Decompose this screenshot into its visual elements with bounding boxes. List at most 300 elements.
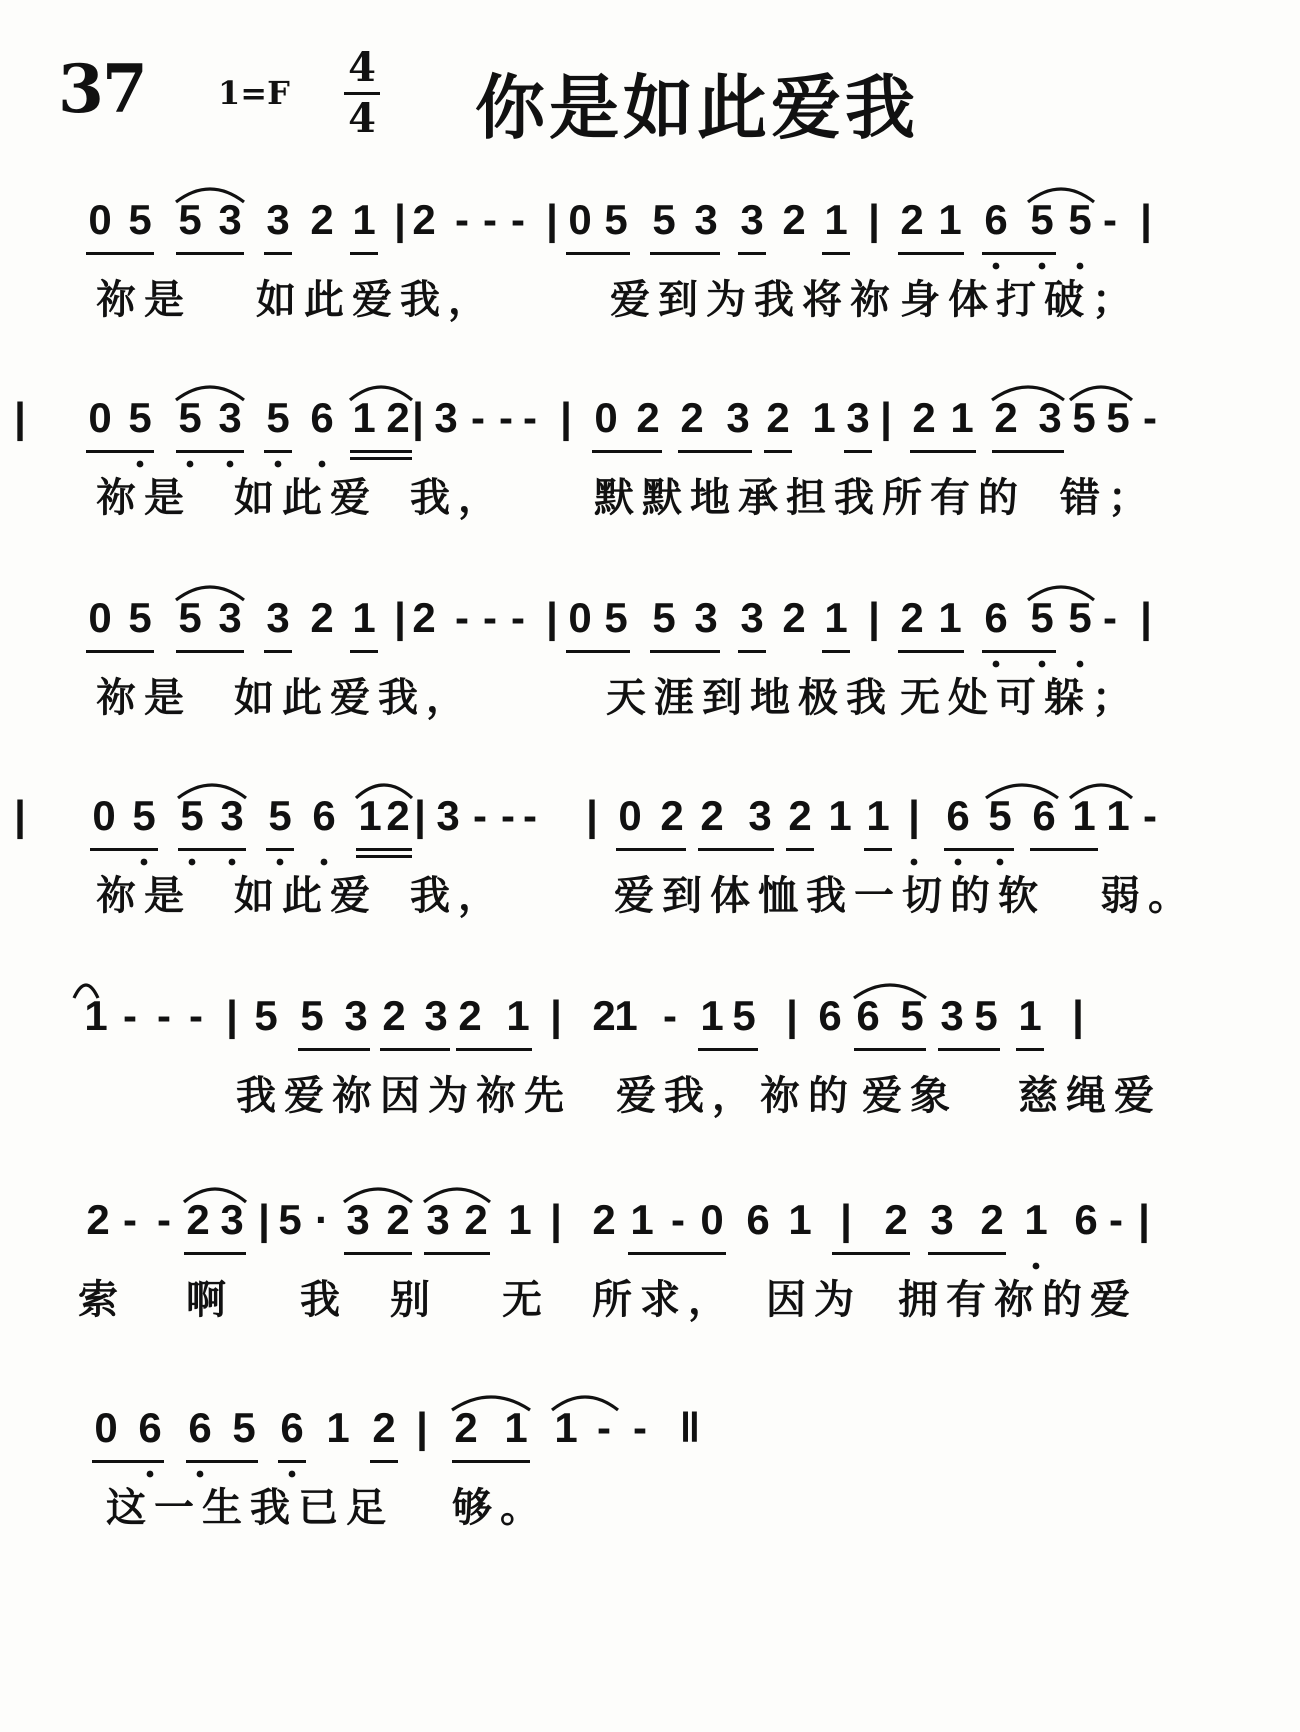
- octave-dot: [187, 461, 194, 468]
- lyric-syllable: 我: [400, 277, 440, 323]
- lyric-syllable: 我: [834, 475, 874, 521]
- underline-beam: [424, 1252, 490, 1255]
- note: 2: [592, 992, 616, 1039]
- rest: 0: [700, 1196, 724, 1243]
- note: 1: [1106, 792, 1130, 839]
- notation-line: [0, 578, 1300, 678]
- barline: |: [416, 1404, 428, 1451]
- lyric-syllable: 爱: [284, 1073, 324, 1119]
- barline: |: [868, 196, 880, 243]
- note: 3: [266, 196, 290, 243]
- note: 2: [782, 196, 806, 243]
- lyric-syllable: 所: [882, 475, 922, 521]
- lyric-syllable: 此: [282, 675, 322, 721]
- note: 5: [300, 992, 324, 1039]
- note: 5: [128, 394, 152, 441]
- note: 1: [630, 1196, 654, 1243]
- lyric-syllable: 如: [234, 873, 274, 919]
- note: 1: [828, 792, 852, 839]
- lyric-syllable: 我: [846, 675, 886, 721]
- note: 2: [86, 1196, 110, 1243]
- underline-beam: [650, 252, 720, 255]
- lyric-syllable: ，: [458, 873, 498, 919]
- underline-beam: [456, 1048, 532, 1051]
- note: 2: [310, 196, 334, 243]
- lyric-syllable: 将: [802, 277, 842, 323]
- dot-augmentation: ·: [315, 1196, 329, 1243]
- lyric-syllable: 默: [594, 475, 634, 521]
- underline-beam: [844, 450, 872, 453]
- barline: |: [586, 792, 598, 839]
- note: 2: [412, 196, 436, 243]
- barline: |: [908, 792, 920, 839]
- underline-beam: [176, 650, 244, 653]
- octave-dot: [137, 461, 144, 468]
- note: 3: [436, 792, 460, 839]
- lyric-syllable: 祢: [760, 1073, 800, 1119]
- lyric-syllable: 处: [948, 675, 988, 721]
- barline: |: [786, 992, 798, 1039]
- lyric-syllable: 足: [346, 1485, 386, 1531]
- song-title: 你是如此爱我: [475, 67, 919, 149]
- lyric-syllable: 生: [202, 1485, 242, 1531]
- lyric-syllable: 弱: [1100, 873, 1140, 919]
- note: 5: [232, 1404, 256, 1451]
- rest: 0: [94, 1404, 118, 1451]
- lyric-syllable: 的: [950, 873, 990, 919]
- lyric-syllable: 别: [390, 1277, 430, 1323]
- lyric-syllable: 天: [606, 675, 646, 721]
- dash-extension: -: [189, 992, 203, 1039]
- note: 2: [186, 1196, 210, 1243]
- lyric-syllable: 我: [806, 873, 846, 919]
- lyric-syllable: 身: [900, 277, 940, 323]
- music-system: [0, 976, 1300, 1176]
- note: 5: [900, 992, 924, 1039]
- note: 2: [454, 1404, 478, 1451]
- note: 5: [128, 196, 152, 243]
- barline: |: [550, 1196, 562, 1243]
- octave-dot: [147, 1471, 154, 1478]
- final-barline: ‖: [679, 1404, 701, 1451]
- note: 3: [218, 594, 242, 641]
- note: 3: [694, 594, 718, 641]
- lyric-syllable: 打: [996, 277, 1036, 323]
- note: 5: [604, 196, 628, 243]
- underline-beam: [350, 252, 378, 255]
- lyric-syllable: 爱: [352, 277, 392, 323]
- lyric-syllable: 祢: [850, 277, 890, 323]
- lyric-syllable: 软: [998, 873, 1038, 919]
- barline: |: [560, 394, 572, 441]
- note: 2: [900, 594, 924, 641]
- underline-beam: [86, 450, 154, 453]
- lyric-syllable: 因: [380, 1073, 420, 1119]
- note: 5: [604, 594, 628, 641]
- underline-beam: [764, 450, 792, 453]
- note: 3: [426, 1196, 450, 1243]
- lyric-syllable: 祢: [96, 675, 136, 721]
- lyric-syllable: 爱: [1090, 1277, 1130, 1323]
- dash-extension: -: [123, 992, 137, 1039]
- lyric-syllable: ；: [1092, 675, 1132, 721]
- note: 1: [938, 196, 962, 243]
- underline-beam: [356, 848, 412, 851]
- note: 1: [614, 992, 638, 1039]
- underline-beam: [186, 1460, 258, 1463]
- note: 6: [138, 1404, 162, 1451]
- lyric-syllable: 此: [282, 873, 322, 919]
- octave-dot: [955, 859, 962, 866]
- underline-beam: [698, 1048, 758, 1051]
- barline: |: [226, 992, 238, 1039]
- octave-dot: [1039, 661, 1046, 668]
- lyric-syllable: 涯: [654, 675, 694, 721]
- note: 6: [984, 594, 1008, 641]
- underline-beam: [938, 1048, 1000, 1051]
- lyric-syllable: 一: [154, 1485, 194, 1531]
- lyric-syllable: ，: [448, 277, 488, 323]
- dash-extension: -: [597, 1404, 611, 1451]
- note: 2: [782, 594, 806, 641]
- underline-beam: [566, 252, 630, 255]
- dash-extension: -: [123, 1196, 137, 1243]
- note: 3: [266, 594, 290, 641]
- underline-beam: [370, 1460, 398, 1463]
- note: 1: [824, 594, 848, 641]
- underline-beam: [698, 848, 774, 851]
- lyric-syllable: 到: [662, 873, 702, 919]
- lyric-syllable: 担: [786, 475, 826, 521]
- lyrics-line: [0, 1272, 1300, 1332]
- note: 5: [268, 792, 292, 839]
- notation-line: [0, 1180, 1300, 1280]
- note: 2: [788, 792, 812, 839]
- note: 3: [220, 1196, 244, 1243]
- lyric-syllable: 的: [1042, 1277, 1082, 1323]
- barline: |: [14, 792, 26, 839]
- key-signature: 1=F: [218, 74, 290, 112]
- note: 5: [180, 792, 204, 839]
- lyric-syllable: 有: [946, 1277, 986, 1323]
- lyric-syllable: 绳: [1066, 1073, 1106, 1119]
- rest: 0: [568, 196, 592, 243]
- note: 6: [818, 992, 842, 1039]
- dash-extension: -: [1103, 594, 1117, 641]
- note: 6: [1032, 792, 1056, 839]
- lyric-syllable: 。: [500, 1485, 540, 1531]
- notation-line: [0, 776, 1300, 876]
- note: 3: [424, 992, 448, 1039]
- lyric-syllable: 为: [428, 1073, 468, 1119]
- octave-dot: [911, 859, 918, 866]
- lyric-syllable: 爱: [610, 277, 650, 323]
- lyric-syllable: 的: [978, 475, 1018, 521]
- barline: |: [1140, 594, 1152, 641]
- dash-extension: -: [523, 792, 537, 839]
- lyric-syllable: 承: [738, 475, 778, 521]
- note: 2: [680, 394, 704, 441]
- note: 1: [1018, 992, 1042, 1039]
- note: 2: [884, 1196, 908, 1243]
- note: 6: [984, 196, 1008, 243]
- lyrics-line: [0, 470, 1300, 530]
- underline-beam: [738, 252, 766, 255]
- dash-extension: -: [501, 792, 515, 839]
- underline-beam: [738, 650, 766, 653]
- barline: |: [414, 792, 426, 839]
- note: 2: [382, 992, 406, 1039]
- lyric-syllable: 爱: [330, 475, 370, 521]
- lyric-syllable: 我: [236, 1073, 276, 1119]
- underline-beam: [184, 1252, 246, 1255]
- octave-dot: [1033, 1263, 1040, 1270]
- music-system: [0, 180, 1300, 380]
- note: 5: [178, 394, 202, 441]
- lyric-syllable: 此: [282, 475, 322, 521]
- lyric-syllable: 有: [930, 475, 970, 521]
- note: 1: [938, 594, 962, 641]
- underline-beam: [982, 252, 1056, 255]
- lyric-syllable: 一: [854, 873, 894, 919]
- rest: 0: [568, 594, 592, 641]
- underline-beam: [452, 1460, 530, 1463]
- lyric-syllable: 够: [452, 1485, 492, 1531]
- note: 6: [310, 394, 334, 441]
- note: 5: [652, 594, 676, 641]
- octave-dot: [141, 859, 148, 866]
- underline-beam: [350, 450, 412, 453]
- lyric-syllable: 是: [144, 873, 184, 919]
- note: 5: [178, 196, 202, 243]
- note: 5: [988, 792, 1012, 839]
- note: 1: [506, 992, 530, 1039]
- dash-extension: -: [671, 1196, 685, 1243]
- lyric-syllable: 拥: [898, 1277, 938, 1323]
- lyrics-line: [0, 1480, 1300, 1540]
- barline: |: [412, 394, 424, 441]
- underline-beam: [92, 1460, 164, 1463]
- note: 2: [412, 594, 436, 641]
- note: 5: [732, 992, 756, 1039]
- note: 2: [636, 394, 660, 441]
- barline: |: [394, 594, 406, 641]
- lyric-syllable: 祢: [96, 277, 136, 323]
- underline-beam: [786, 848, 814, 851]
- dash-extension: -: [511, 594, 525, 641]
- dash-extension: -: [1143, 394, 1157, 441]
- dash-extension: -: [523, 394, 537, 441]
- note: 6: [746, 1196, 770, 1243]
- note: 1: [326, 1404, 350, 1451]
- note: 3: [740, 594, 764, 641]
- rest: 0: [594, 394, 618, 441]
- dash-extension: -: [1109, 1196, 1123, 1243]
- lyric-syllable: 祢: [332, 1073, 372, 1119]
- underline-beam: [854, 1048, 926, 1051]
- rest: 0: [92, 792, 116, 839]
- dash-extension: -: [483, 196, 497, 243]
- lyric-syllable: 体: [948, 277, 988, 323]
- lyric-syllable: 我: [410, 873, 450, 919]
- lyric-syllable: 是: [144, 277, 184, 323]
- note: 5: [652, 196, 676, 243]
- underline-beam: [898, 252, 964, 255]
- underline-beam: [344, 1252, 412, 1255]
- lyrics-line: [0, 272, 1300, 332]
- lyric-syllable: 祢: [994, 1277, 1034, 1323]
- underline-beam: [380, 1048, 450, 1051]
- dash-extension: -: [471, 394, 485, 441]
- note: 2: [912, 394, 936, 441]
- note: 1: [824, 196, 848, 243]
- underline-beam: [678, 450, 752, 453]
- lyric-syllable: 默: [642, 475, 682, 521]
- note: 3: [220, 792, 244, 839]
- lyric-syllable: 祢: [96, 873, 136, 919]
- underline-beam: [1016, 1048, 1044, 1051]
- barline: |: [546, 196, 558, 243]
- underline-beam: [176, 252, 244, 255]
- hymn-number: 37: [58, 50, 146, 128]
- lyric-syllable: ；: [1108, 475, 1148, 521]
- underline-beam: [928, 1252, 1006, 1255]
- note: 5: [1106, 394, 1130, 441]
- note: 5: [132, 792, 156, 839]
- note: 1: [700, 992, 724, 1039]
- barline: |: [1140, 196, 1152, 243]
- dash-extension: -: [633, 1404, 647, 1451]
- dash-extension: -: [455, 196, 469, 243]
- music-system: [0, 1388, 1300, 1588]
- lyric-syllable: 是: [144, 675, 184, 721]
- lyric-syllable: 因: [766, 1277, 806, 1323]
- note: 5: [266, 394, 290, 441]
- note: 6: [856, 992, 880, 1039]
- note: 1: [866, 792, 890, 839]
- note: 3: [930, 1196, 954, 1243]
- lyric-syllable: 爱: [616, 1073, 656, 1119]
- note: 6: [1074, 1196, 1098, 1243]
- note: 6: [280, 1404, 304, 1451]
- underline-beam: [86, 650, 154, 653]
- note: 1: [1024, 1196, 1048, 1243]
- underline-beam: [910, 450, 976, 453]
- underline-beam: [592, 450, 662, 453]
- note: 2: [900, 196, 924, 243]
- note: 2: [458, 992, 482, 1039]
- underline-beam: [356, 855, 412, 858]
- underline-beam: [822, 252, 850, 255]
- lyric-syllable: 为: [814, 1277, 854, 1323]
- lyric-syllable: 破: [1044, 277, 1084, 323]
- lyric-syllable: 地: [750, 675, 790, 721]
- note: 3: [940, 992, 964, 1039]
- lyric-syllable: ，: [712, 1073, 752, 1119]
- lyric-syllable: 为: [706, 277, 746, 323]
- underline-beam: [178, 848, 246, 851]
- lyric-syllable: 索: [78, 1277, 118, 1323]
- lyric-syllable: 体: [710, 873, 750, 919]
- time-signature-bottom: 4: [348, 95, 376, 142]
- time-signature-top: 4: [348, 44, 376, 91]
- lyric-syllable: 这: [106, 1485, 146, 1531]
- lyric-syllable: 无: [900, 675, 940, 721]
- note: 3: [218, 196, 242, 243]
- dash-extension: -: [455, 594, 469, 641]
- underline-beam: [650, 650, 720, 653]
- note: 1: [788, 1196, 812, 1243]
- octave-dot: [229, 859, 236, 866]
- lyric-syllable: ，: [426, 675, 466, 721]
- barline: |: [546, 594, 558, 641]
- lyric-syllable: 如: [234, 475, 274, 521]
- music-system: [0, 776, 1300, 976]
- underline-beam: [898, 650, 964, 653]
- underline-beam: [86, 252, 154, 255]
- dash-extension: -: [511, 196, 525, 243]
- octave-dot: [275, 461, 282, 468]
- dash-extension: -: [1143, 792, 1157, 839]
- lyric-syllable: 到: [702, 675, 742, 721]
- lyric-syllable: 无: [502, 1277, 542, 1323]
- underline-beam: [176, 450, 244, 453]
- lyric-syllable: 躲: [1044, 675, 1084, 721]
- rest: 0: [88, 196, 112, 243]
- underline-beam: [90, 848, 158, 851]
- note: 3: [344, 992, 368, 1039]
- note: 3: [726, 394, 750, 441]
- lyric-syllable: 的: [808, 1073, 848, 1119]
- octave-dot: [1039, 263, 1046, 270]
- dash-extension: -: [663, 992, 677, 1039]
- note: 2: [766, 394, 790, 441]
- note: 2: [372, 1404, 396, 1451]
- underline-beam: [1030, 848, 1098, 851]
- dash-extension: -: [157, 992, 171, 1039]
- lyric-syllable: 我: [300, 1277, 340, 1323]
- note: 1: [812, 394, 836, 441]
- note: 6: [312, 792, 336, 839]
- dash-extension: -: [483, 594, 497, 641]
- lyric-syllable: 祢: [476, 1073, 516, 1119]
- octave-dot: [197, 1471, 204, 1478]
- octave-dot: [319, 461, 326, 468]
- time-signature: [342, 44, 382, 142]
- lyrics-line: [0, 1068, 1300, 1128]
- octave-dot: [1077, 661, 1084, 668]
- lyric-syllable: ，: [688, 1277, 728, 1323]
- lyric-syllable: 此: [304, 277, 344, 323]
- lyric-syllable: 如: [256, 277, 296, 323]
- barline: |: [258, 1196, 270, 1243]
- octave-dot: [997, 859, 1004, 866]
- note: 2: [386, 792, 410, 839]
- underline-beam: [350, 650, 378, 653]
- octave-dot: [227, 461, 234, 468]
- barline: |: [550, 992, 562, 1039]
- lyric-syllable: 爱: [862, 1073, 902, 1119]
- lyric-syllable: 祢: [96, 475, 136, 521]
- music-system: [0, 1180, 1300, 1380]
- note: 1: [950, 394, 974, 441]
- note: 1: [352, 196, 376, 243]
- notation-line: [0, 180, 1300, 280]
- lyric-syllable: 所: [592, 1277, 632, 1323]
- note: 2: [592, 1196, 616, 1243]
- note: 1: [84, 992, 108, 1039]
- barline: |: [868, 594, 880, 641]
